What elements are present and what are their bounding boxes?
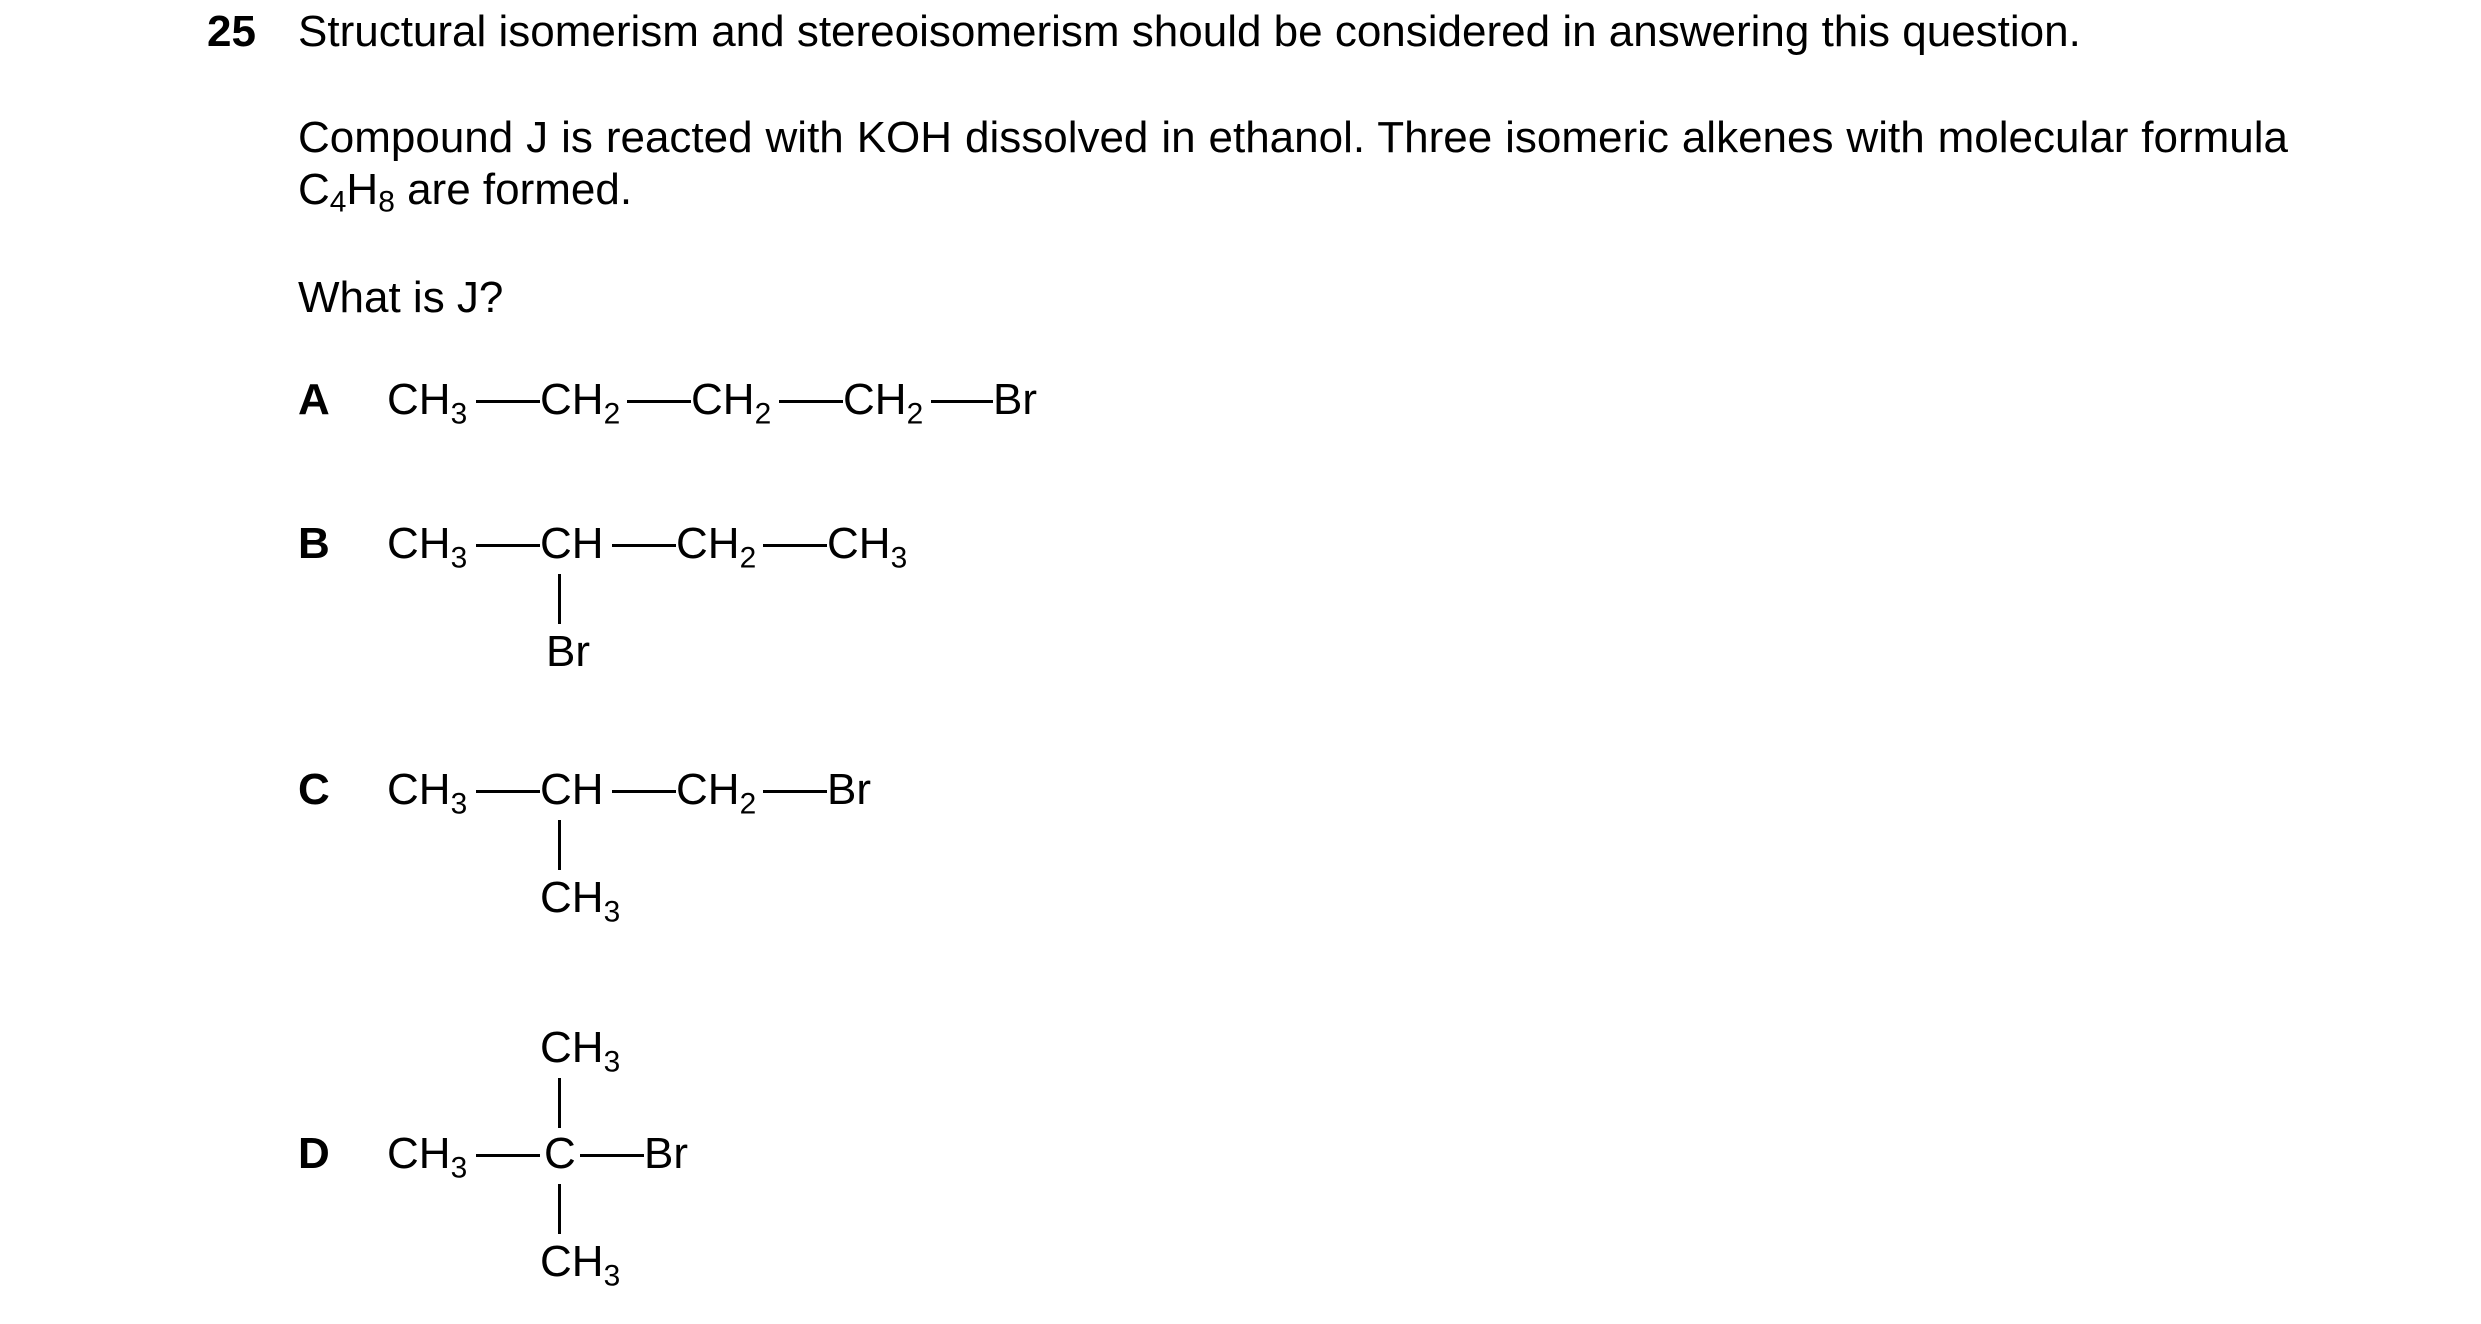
option-c-bond-2 <box>612 790 676 793</box>
option-a-bond-4 <box>931 400 993 403</box>
question-ask: What is J? <box>298 273 504 322</box>
option-d-letter: D <box>298 1129 330 1178</box>
option-b-ch2: $CH_2$ <box>676 519 757 575</box>
option-a-ch3: $CH_3$ <box>387 375 468 431</box>
option-b-bond-2 <box>612 544 676 547</box>
option-d-bond-right <box>580 1154 644 1157</box>
option-c-bond-1 <box>476 790 540 793</box>
option-c-ch3-2: $CH_3$ <box>540 873 621 929</box>
option-c-bond-down <box>558 820 561 870</box>
option-c-ch3-1: $CH_3$ <box>387 765 468 821</box>
option-a-ch2-1: $CH_2$ <box>540 375 621 431</box>
option-c-ch2: $CH_2$ <box>676 765 757 821</box>
intro-subscript-8: 8 <box>378 185 395 219</box>
option-d-c: C <box>544 1129 576 1178</box>
option-b-bond-down <box>558 574 561 624</box>
question-intro <box>298 112 2288 219</box>
option-d-bond-left <box>476 1154 540 1157</box>
option-d-bond-down <box>558 1184 561 1234</box>
option-b-bond-3 <box>763 544 827 547</box>
intro-text-2: H <box>346 165 379 214</box>
option-a-ch2-3: $CH_2$ <box>843 375 924 431</box>
option-d-bond-up <box>558 1078 561 1128</box>
option-a-bond-1 <box>476 400 540 403</box>
option-d-ch3-left: $CH_3$ <box>387 1129 468 1185</box>
option-a-br: Br <box>993 375 1037 424</box>
option-a-bond-3 <box>779 400 843 403</box>
option-d-ch3-top: $CH_3$ <box>540 1023 621 1079</box>
option-b-br: Br <box>546 627 590 676</box>
option-c-ch: CH <box>540 765 604 814</box>
option-d-ch3-bottom: $CH_3$ <box>540 1237 621 1293</box>
option-a-ch2-2: $CH_2$ <box>691 375 772 431</box>
option-b-letter: B <box>298 519 330 568</box>
option-d-br: Br <box>644 1129 688 1178</box>
option-b-ch: CH <box>540 519 604 568</box>
option-c-bond-3 <box>763 790 827 793</box>
option-b-ch3-1: $CH_3$ <box>387 519 468 575</box>
option-c-letter: C <box>298 765 330 814</box>
option-a-bond-2 <box>627 400 691 403</box>
intro-subscript-4: 4 <box>329 185 347 219</box>
option-b-bond-1 <box>476 544 540 547</box>
intro-text-1: Compound J is reacted with KOH dissolved in ethanol. Three isomeric alkenes with molecular formula C <box>298 113 2288 214</box>
intro-text-3: are formed. <box>394 165 633 214</box>
option-b-ch3-2: $CH_3$ <box>827 519 908 575</box>
option-c-br: Br <box>827 765 871 814</box>
question-number: 25 <box>207 7 256 56</box>
question-stem: Structural isomerism and stereoisomerism should be considered in answering this question. <box>298 7 2081 56</box>
option-a-letter: A <box>298 375 330 424</box>
